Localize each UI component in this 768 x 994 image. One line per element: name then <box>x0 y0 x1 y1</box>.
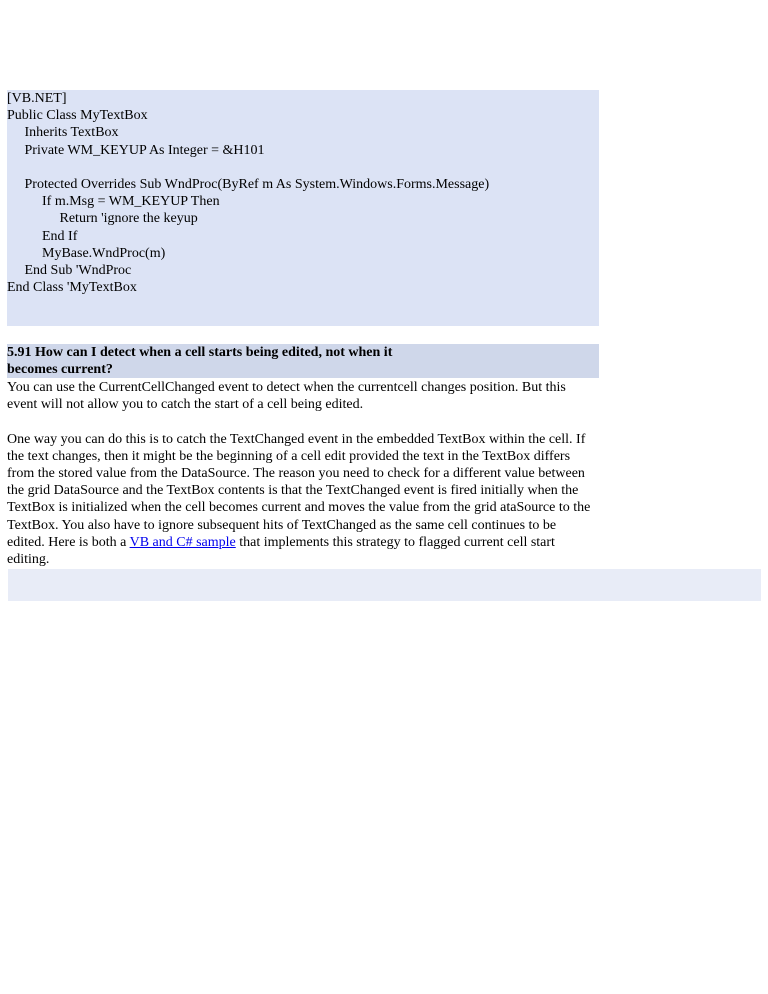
footer-band <box>8 569 761 601</box>
code-line: If m.Msg = WM_KEYUP Then <box>7 194 220 210</box>
code-block <box>7 90 599 326</box>
faq-paragraph-1: You can use the CurrentCellChanged event to detect when the currentcell changes position. But this event will not allow you to catch the start of a cell being edited. <box>7 380 566 413</box>
vb-csharp-sample-link[interactable]: VB and C# sample <box>129 534 236 550</box>
code-line: Return 'ignore the keyup <box>7 211 198 227</box>
code-line: Inherits TextBox <box>7 125 119 141</box>
faq-body <box>7 379 591 568</box>
faq-paragraph-2 <box>7 431 591 569</box>
code-line: End Class 'MyTextBox <box>7 280 137 296</box>
code-line: Private WM_KEYUP As Integer = &H101 <box>7 142 265 158</box>
faq-heading: 5.91 How can I detect when a cell starts being edited, not when it becomes current? <box>7 344 599 378</box>
code-line: End Sub 'WndProc <box>7 262 132 278</box>
code-line: [VB.NET] <box>7 91 67 106</box>
code-line: MyBase.WndProc(m) <box>7 245 166 261</box>
code-line <box>7 159 599 176</box>
code-line: Protected Overrides Sub WndProc(ByRef m As System.Windows.Forms.Message) <box>7 176 490 192</box>
code-line: End If <box>7 228 78 244</box>
paragraph-2-text-before-link: One way you can do this is to catch the TextChanged event in the embedded TextBox within the cell. If the text changes, then it might be the beginning of a cell edit provided the text in the TextBox differs from the stored value from the DataSource. The reason you need to check for a different value between the grid DataSource and the TextBox contents is that the TextChanged event is fired initially when the TextBox is initialized when the cell becomes current and moves the value from the grid ataSource to the TextBox. You also have to ignore subsequent hits of TextChanged as the same cell continues to be edited. Here is both a <box>7 431 591 550</box>
code-line: Public Class MyTextBox <box>7 108 148 124</box>
paragraph-2-text-after-link: that implements this strategy to flagged current cell start editing. <box>7 534 555 568</box>
